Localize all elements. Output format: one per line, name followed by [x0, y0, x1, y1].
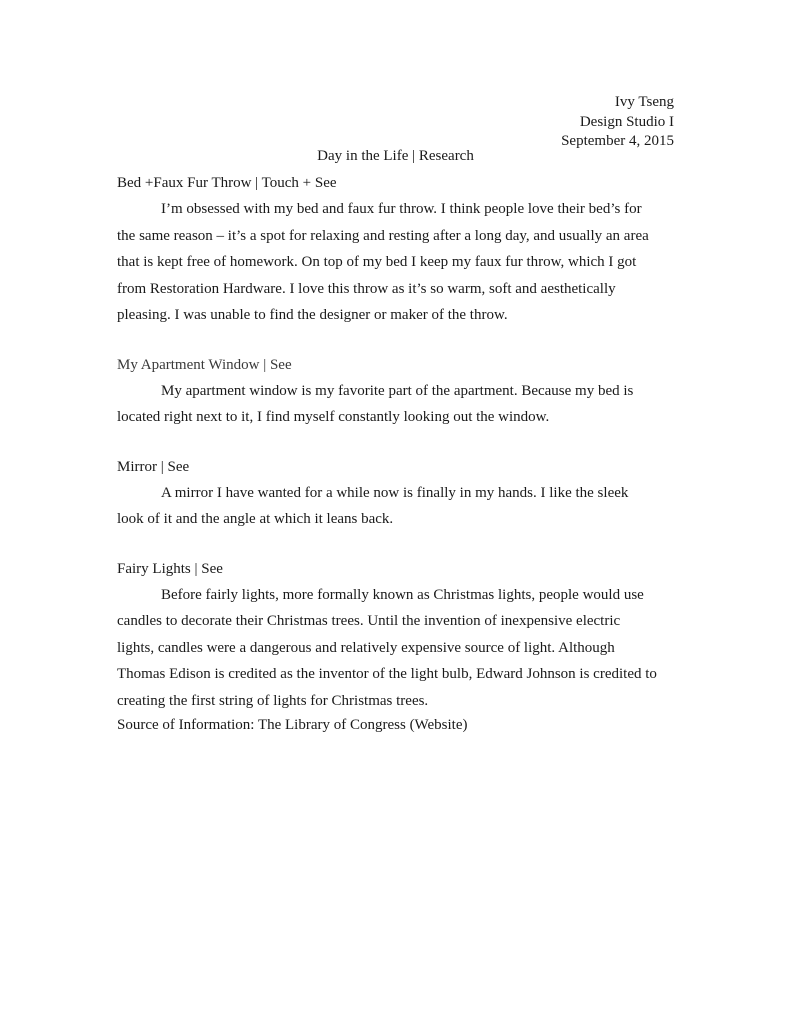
section-heading-bed-throw: Bed +Faux Fur Throw | Touch + See: [117, 175, 337, 191]
source-citation: Source of Information: The Library of Congress (Website): [117, 717, 468, 733]
course-name: Design Studio I: [579, 113, 674, 130]
section-paragraph-mirror: A mirror I have wanted for a while now is finally in my hands. I like the sleek look of it and the angle at which it leans back.: [117, 484, 629, 527]
document-date: September 4, 2015: [561, 133, 674, 149]
section-paragraph-bed-throw: I’m obsessed with my bed and faux fur throw. I think people love their bed’s for the same reason – it’s a spot for relaxing and resting after a long day, and usually an area that is kept free of homework. On top of my bed I keep my faux fur throw, which I got from Restoration Hardware. I love this throw as it’s so warm, soft and aesthetically pleasing. I was unable to find the designer or maker of the throw.: [117, 201, 649, 323]
section-spacer: [117, 329, 677, 355]
section-spacer: [117, 533, 677, 559]
document-body: [117, 173, 677, 736]
section-heading-apartment-window: My Apartment Window | See: [117, 356, 292, 373]
section-spacer: [117, 431, 677, 457]
section-paragraph-apartment-window: My apartment window is my favorite part of the apartment. Because my bed is located right next to it, I find myself constantly looking out the window.: [117, 382, 634, 425]
document-title: Day in the Life | Research: [317, 148, 474, 164]
section-heading-mirror: Mirror | See: [117, 458, 190, 475]
section-paragraph-fairy-lights: Before fairly lights, more formally known as Christmas lights, people would use candles to decorate their Christmas trees. Until the invention of inexpensive electric lights, candles were a dangerous and relatively expensive source of light. Although Thomas Edison is credited as the inventor of the light bulb, Edward Johnson is credited to creating the first string of lights for Christmas trees.: [117, 586, 657, 709]
author-header: [561, 93, 674, 152]
author-name: Ivy Tseng: [614, 94, 674, 110]
section-heading-fairy-lights: Fairy Lights | See: [117, 560, 223, 577]
